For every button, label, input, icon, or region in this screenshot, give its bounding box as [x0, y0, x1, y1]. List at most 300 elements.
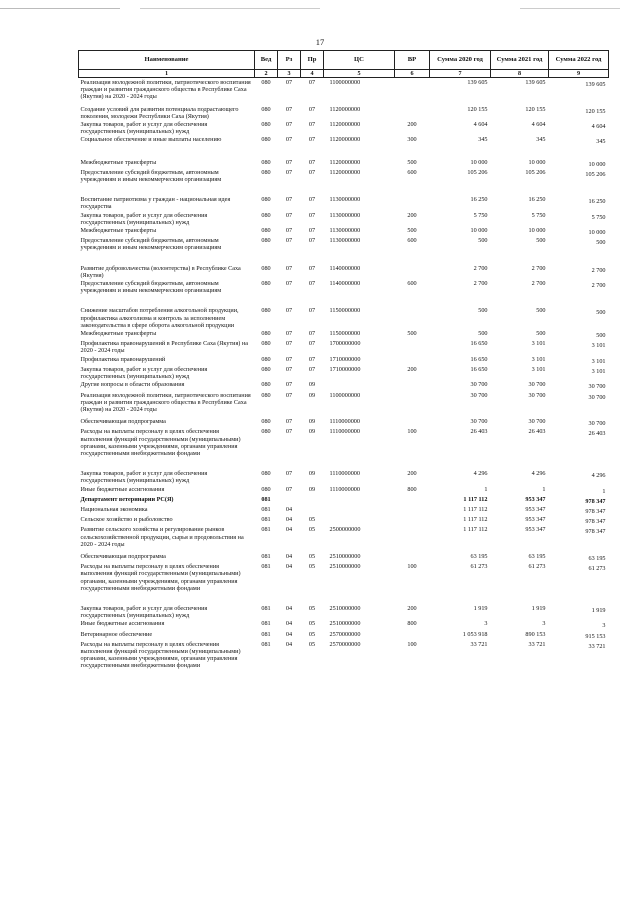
cs-cell: 1100000000 [329, 391, 361, 399]
cs-cell: 1130000000 [329, 196, 361, 204]
vr-cell [395, 413, 430, 427]
sum-2022-cell: 30 700 [588, 383, 606, 391]
name-cell: Расходы на выплаты персоналу в целях обеспечения выполнения функций государственными (муниципальными) органами, казенными учреждениями, органами управления государственными внебюджетными фондами [80, 640, 241, 670]
pr-cell: 07 [308, 105, 316, 113]
cs-cell: 1110000000 [329, 428, 360, 436]
ved-cell: 080 [261, 136, 271, 144]
cs-cell: 1140000000 [329, 264, 361, 272]
table-row [79, 101, 609, 120]
sum-2022-cell: 5 750 [591, 213, 606, 221]
vr-cell [395, 355, 430, 365]
rz-cell: 07 [285, 365, 293, 373]
rz-cell: 04 [285, 552, 293, 560]
table-row [79, 78, 609, 101]
sum-2022-cell: 33 721 [588, 642, 606, 650]
sum-2022-cell: 500 [596, 239, 606, 247]
table-row [79, 391, 609, 414]
header-cell: Рз [278, 51, 301, 70]
rz-cell: 04 [285, 620, 293, 628]
vr-cell [395, 252, 430, 279]
sum-2021-cell: 30 700 [528, 418, 546, 426]
cs-cell: 1130000000 [329, 227, 361, 235]
cs-cell: 1110000000 [329, 418, 360, 426]
column-number: 8 [491, 70, 549, 78]
sum-2020-cell: 1 919 [473, 604, 488, 612]
table-row [79, 339, 609, 354]
name-cell: Иные бюджетные ассигнования [80, 620, 165, 628]
rz-cell: 07 [285, 391, 293, 399]
sum-2021-cell: 890 153 [525, 630, 546, 638]
sum-2020-cell: 120 155 [467, 105, 488, 113]
name-cell: Закупка товаров, работ и услуг для обеспечения государственных (муниципальных) нужд [80, 121, 208, 136]
sum-2021-cell: 3 101 [531, 365, 546, 373]
vr-cell: 600 [407, 168, 417, 176]
rz-cell: 07 [285, 330, 293, 338]
name-cell: Межбюджетные трансферты [80, 330, 157, 338]
sum-2022-cell: 10 000 [588, 160, 606, 168]
sum-2020-cell: 500 [478, 330, 488, 338]
name-cell: Обеспечивающая подпрограмма [80, 552, 166, 560]
rz-cell: 07 [285, 158, 293, 166]
table-row [79, 236, 609, 251]
table-row [79, 183, 609, 210]
pr-cell: 05 [308, 516, 316, 524]
sum-2022-cell: 915 153 [585, 632, 606, 640]
column-number: 1 [79, 70, 255, 78]
pr-cell: 05 [308, 604, 316, 612]
cs-cell: 2510000000 [329, 620, 361, 628]
table-row [79, 146, 609, 168]
sum-2020-cell: 3 [484, 620, 488, 628]
vr-cell [395, 294, 430, 329]
sum-2022-cell: 978 347 [585, 518, 606, 526]
name-cell: Снижение масштабов потребления алкогольной продукции, профилактика алкоголизма и контроль за исполнением законодательства в сфере оборота алкогольной продукции [80, 307, 239, 329]
sum-2021-cell: 953 347 [525, 495, 546, 503]
pr-cell: 07 [308, 158, 316, 166]
header-cell: Вед [255, 51, 278, 70]
pr-cell: 09 [308, 485, 316, 493]
ved-cell: 080 [261, 470, 271, 478]
sum-2021-cell: 500 [536, 237, 546, 245]
pr-cell: 07 [308, 237, 316, 245]
cs-cell: 1120000000 [329, 168, 361, 176]
vr-cell [395, 525, 430, 548]
table-row [79, 619, 609, 629]
pr-cell: 07 [308, 340, 316, 348]
rz-cell: 07 [285, 470, 293, 478]
rz-cell [278, 495, 301, 505]
rz-cell: 07 [285, 428, 293, 436]
sum-2022-cell: 500 [596, 332, 606, 340]
pr-cell: 07 [308, 330, 316, 338]
cs-cell: 1120000000 [329, 105, 361, 113]
cs-cell: 2510000000 [329, 604, 361, 612]
name-cell: Департамент ветеринарии РС(Я) [80, 495, 174, 503]
rz-cell: 07 [285, 280, 293, 288]
sum-2020-cell: 139 605 [467, 79, 488, 86]
sum-2022-cell: 30 700 [588, 393, 606, 401]
vr-cell [395, 630, 430, 640]
vr-cell: 800 [407, 620, 417, 628]
sum-2020-cell: 2 700 [473, 264, 488, 272]
sum-2021-cell: 1 [542, 485, 546, 493]
table-row [79, 365, 609, 380]
sum-2022-cell: 61 273 [588, 565, 606, 573]
sum-2021-cell: 105 206 [525, 168, 546, 176]
pr-cell: 07 [308, 121, 316, 129]
table-row [79, 630, 609, 640]
cs-cell: 2510000000 [329, 552, 361, 560]
rz-cell: 07 [285, 307, 293, 315]
table-row [79, 211, 609, 226]
sum-2022-cell: 30 700 [588, 420, 606, 428]
vr-cell: 300 [407, 136, 417, 144]
table-row [79, 135, 609, 145]
ved-cell: 081 [261, 563, 271, 571]
sum-2020-cell: 26 403 [470, 428, 488, 436]
name-cell: Обеспечивающая подпрограмма [80, 418, 166, 426]
ved-cell: 080 [261, 237, 271, 245]
sum-2021-cell: 4 604 [531, 121, 546, 129]
vr-cell: 200 [407, 470, 417, 478]
cs-cell: 1110000000 [329, 470, 360, 478]
sum-2022-cell: 3 101 [591, 367, 606, 375]
table-row [79, 226, 609, 236]
sum-2022-cell: 26 403 [588, 430, 606, 438]
pr-cell: 07 [308, 264, 316, 272]
table-row [79, 562, 609, 592]
rz-cell: 07 [285, 196, 293, 204]
rz-cell: 07 [285, 418, 293, 426]
cs-cell: 1100000000 [329, 79, 361, 86]
sum-2020-cell: 61 273 [470, 563, 488, 571]
sum-2021-cell: 63 195 [528, 552, 546, 560]
column-number: 5 [324, 70, 395, 78]
name-cell: Ветеринарное обеспечение [80, 630, 153, 638]
ved-cell: 080 [261, 264, 271, 272]
cs-cell: 2500000000 [329, 526, 361, 534]
pr-cell: 09 [308, 381, 316, 389]
rz-cell: 04 [285, 630, 293, 638]
table-row [79, 427, 609, 457]
ved-cell: 080 [261, 391, 271, 399]
pr-cell: 07 [308, 307, 316, 315]
rz-cell: 07 [285, 355, 293, 363]
ved-cell: 081 [261, 552, 271, 560]
sum-2021-cell: 33 721 [528, 640, 546, 648]
table-row [79, 120, 609, 135]
sum-2021-cell: 26 403 [528, 428, 546, 436]
cs-cell: 1710000000 [329, 365, 361, 373]
sum-2021-cell: 1 919 [531, 604, 546, 612]
table-body [79, 78, 609, 670]
rz-cell: 07 [285, 79, 293, 86]
rz-cell: 07 [285, 237, 293, 245]
sum-2022-cell: 3 101 [591, 357, 606, 365]
pr-cell: 07 [308, 227, 316, 235]
ved-cell: 080 [261, 428, 271, 436]
sum-2022-cell: 4 604 [591, 123, 606, 131]
vr-cell [395, 78, 430, 101]
sum-2020-cell: 16 650 [470, 355, 488, 363]
pr-cell: 05 [308, 526, 316, 534]
sum-2021-cell: 2 700 [531, 280, 546, 288]
pr-cell: 05 [308, 552, 316, 560]
rz-cell: 07 [285, 136, 293, 144]
sum-2021-cell: 3 [542, 620, 546, 628]
sum-2021-cell: 953 347 [525, 516, 546, 524]
sum-2020-cell: 16 250 [470, 196, 488, 204]
ved-cell: 080 [261, 340, 271, 348]
name-cell: Межбюджетные трансферты [80, 227, 157, 235]
table-row [79, 495, 609, 505]
sum-2021-cell: 3 101 [531, 340, 546, 348]
sum-2021-cell: 120 155 [525, 105, 546, 113]
name-cell: Иные бюджетные ассигнования [80, 485, 165, 493]
name-cell: Создание условий для развития потенциала подрастающего поколения, молодежи Республики Саха (Якутия) [80, 105, 239, 120]
ved-cell: 080 [261, 365, 271, 373]
cs-cell: 2570000000 [329, 640, 361, 648]
column-number: 6 [395, 70, 430, 78]
cs-cell: 2570000000 [329, 630, 361, 638]
ved-cell: 081 [261, 526, 271, 534]
sum-2020-cell: 2 700 [473, 280, 488, 288]
vr-cell: 200 [407, 365, 417, 373]
rz-cell: 07 [285, 168, 293, 176]
table-row [79, 548, 609, 562]
sum-2022-cell: 139 605 [585, 81, 606, 88]
sum-2020-cell: 30 700 [470, 418, 488, 426]
rz-cell: 07 [285, 340, 293, 348]
sum-2020-cell: 105 206 [467, 168, 488, 176]
vr-cell: 500 [407, 227, 417, 235]
ved-cell: 080 [261, 79, 271, 86]
name-cell: Национальная экономика [80, 505, 148, 513]
sum-2022-cell: 16 250 [588, 198, 606, 206]
ved-cell: 081 [261, 604, 271, 612]
cs-cell: 1120000000 [329, 136, 361, 144]
pr-cell: 09 [308, 428, 316, 436]
sum-2021-cell: 61 273 [528, 563, 546, 571]
vr-cell [395, 183, 430, 210]
name-cell: Воспитание патриотизма у граждан - национальная идея государства [80, 196, 231, 211]
sum-2021-cell: 10 000 [528, 158, 546, 166]
sum-2021-cell: 30 700 [528, 391, 546, 399]
sum-2021-cell: 10 000 [528, 227, 546, 235]
header-cell: Сумма 2021 год [491, 51, 549, 70]
vr-cell [395, 380, 430, 390]
table-row [79, 525, 609, 548]
sum-2020-cell: 1 117 112 [463, 526, 488, 534]
sum-2020-cell: 5 750 [473, 211, 488, 219]
sum-2021-cell: 139 605 [525, 79, 546, 86]
sum-2020-cell: 30 700 [470, 381, 488, 389]
rz-cell: 07 [285, 211, 293, 219]
column-number: 9 [549, 70, 609, 78]
ved-cell: 080 [261, 227, 271, 235]
sum-2020-cell: 500 [478, 307, 488, 315]
cs-cell: 2510000000 [329, 563, 361, 571]
cs-cell: 1130000000 [329, 237, 361, 245]
name-cell: Закупка товаров, работ и услуг для обеспечения государственных (муниципальных) нужд [80, 470, 208, 485]
sum-2020-cell: 1 053 918 [462, 630, 488, 638]
table-row [79, 252, 609, 279]
table-row [79, 592, 609, 619]
table-row [79, 640, 609, 670]
cs-cell [324, 515, 395, 525]
sum-2022-cell: 3 [602, 622, 606, 630]
sum-2022-cell: 120 155 [585, 107, 606, 115]
name-cell: Профилактика правонарушений в Республике Саха (Якутия) на 2020 - 2024 годы [80, 340, 248, 355]
ved-cell: 081 [261, 630, 271, 638]
rz-cell: 07 [285, 105, 293, 113]
vr-cell: 600 [407, 280, 417, 288]
cs-cell: 1130000000 [329, 211, 361, 219]
sum-2020-cell: 4 604 [473, 121, 488, 129]
vr-cell: 200 [407, 604, 417, 612]
rz-cell: 07 [285, 264, 293, 272]
sum-2021-cell: 500 [536, 330, 546, 338]
header-cell: Сумма 2020 год [430, 51, 491, 70]
pr-cell: 05 [308, 563, 316, 571]
cs-cell: 1120000000 [329, 158, 361, 166]
vr-cell [395, 515, 430, 525]
sum-2022-cell: 1 919 [591, 606, 606, 614]
header-cell: ЦС [324, 51, 395, 70]
table-row [79, 485, 609, 495]
table-row [79, 168, 609, 183]
table-row [79, 515, 609, 525]
sum-2020-cell: 1 117 112 [463, 495, 488, 503]
cs-cell: 1140000000 [329, 280, 361, 288]
vr-cell [395, 505, 430, 515]
table-row [79, 294, 609, 329]
name-cell: Развитие сельского хозяйства и регулирование рынков сельскохозяйственной продукции, сырья и продовольствия на 2020 - 2024 годы [80, 526, 244, 548]
cs-cell: 1710000000 [329, 355, 361, 363]
ved-cell: 081 [261, 640, 271, 648]
header-cell: Наименование [79, 51, 255, 70]
table-row [79, 505, 609, 515]
pr-cell: 07 [308, 168, 316, 176]
sum-2020-cell: 33 721 [470, 640, 488, 648]
pr-cell: 07 [308, 365, 316, 373]
sum-2022-cell: 105 206 [585, 170, 606, 178]
header-cell: ВР [395, 51, 430, 70]
name-cell: Реализация молодежной политики, патриотического воспитания граждан и развития гражданского общества в Республике Саха (Якутия) на 2020 - 2024 годы [80, 79, 251, 101]
name-cell: Расходы на выплаты персоналу в целях обеспечения выполнения функций государственными (муниципальными) органами, казенными учреждениями, органами управления государственными внебюджетными фондами [80, 563, 241, 592]
sum-2021-cell: 953 347 [525, 526, 546, 534]
sum-2021-cell: 5 750 [531, 211, 546, 219]
header-cell: Пр [301, 51, 324, 70]
vr-cell: 500 [407, 330, 417, 338]
name-cell: Профилактика правонарушений [80, 355, 166, 363]
rz-cell: 04 [285, 505, 293, 513]
vr-cell [395, 548, 430, 562]
table-row [79, 380, 609, 390]
rz-cell: 04 [285, 526, 293, 534]
sum-2020-cell: 500 [478, 237, 488, 245]
name-cell: Закупка товаров, работ и услуг для обеспечения государственных (муниципальных) нужд [80, 211, 208, 226]
vr-cell: 800 [407, 485, 417, 493]
column-number: 3 [278, 70, 301, 78]
table-row [79, 413, 609, 427]
column-number: 2 [255, 70, 278, 78]
sum-2021-cell: 3 101 [531, 355, 546, 363]
sum-2022-cell: 500 [596, 309, 606, 317]
sum-2022-cell: 1 [602, 487, 606, 495]
ved-cell: 081 [261, 495, 271, 503]
column-number: 4 [301, 70, 324, 78]
ved-cell: 080 [261, 307, 271, 315]
vr-cell [395, 101, 430, 120]
rz-cell: 07 [285, 381, 293, 389]
pr-cell [301, 505, 324, 515]
pr-cell: 09 [308, 470, 316, 478]
ved-cell: 080 [261, 158, 271, 166]
sum-2022-cell: 978 347 [585, 507, 606, 515]
cs-cell: 1150000000 [329, 330, 361, 338]
sum-2022-cell: 10 000 [588, 229, 606, 237]
name-cell: Предоставление субсидий бюджетным, автономным учреждениям и иным некоммерческим организациям [80, 168, 222, 184]
cs-cell: 1120000000 [329, 121, 361, 129]
sum-2020-cell: 1 [484, 485, 488, 493]
rz-cell: 07 [285, 485, 293, 493]
pr-cell: 09 [308, 391, 316, 399]
vr-cell [395, 391, 430, 414]
ved-cell: 080 [261, 355, 271, 363]
ved-cell: 080 [261, 196, 271, 204]
pr-cell: 07 [308, 280, 316, 288]
pr-cell: 05 [308, 640, 316, 648]
sum-2020-cell: 16 650 [470, 365, 488, 373]
rz-cell: 04 [285, 604, 293, 612]
sum-2022-cell: 3 101 [591, 342, 606, 350]
table-header-row [79, 51, 609, 70]
sum-2021-cell: 4 296 [531, 470, 546, 478]
budget-table [78, 50, 609, 670]
vr-cell [395, 339, 430, 354]
name-cell: Расходы на выплаты персоналу в целях обеспечения выполнения функций государственными (муниципальными) органами, казенными учреждениями, органами управления государственными внебюджетными фондами [80, 428, 241, 457]
ved-cell: 080 [261, 381, 271, 389]
ved-cell: 080 [261, 121, 271, 129]
pr-cell: 05 [308, 620, 316, 628]
sum-2022-cell: 4 296 [591, 472, 606, 480]
name-cell: Реализация молодежной политики, патриотического воспитания граждан и развития гражданского общества в Республике Саха (Якутия) на 2020 - 2024 годы [80, 391, 251, 413]
pr-cell: 07 [308, 211, 316, 219]
cs-cell: 1700000000 [329, 340, 361, 348]
name-cell: Социальное обеспечение и иные выплаты населению [80, 136, 222, 144]
table-row [79, 355, 609, 365]
vr-cell [395, 495, 430, 505]
header-cell: Сумма 2022 год [549, 51, 609, 70]
sum-2021-cell: 345 [536, 136, 546, 144]
vr-cell: 600 [407, 237, 417, 245]
table-row [79, 279, 609, 294]
table-row [79, 457, 609, 484]
pr-cell: 09 [308, 418, 316, 426]
vr-cell: 200 [407, 211, 417, 219]
sum-2020-cell: 63 195 [470, 552, 488, 560]
ved-cell: 080 [261, 105, 271, 113]
pr-cell: 07 [308, 79, 316, 86]
sum-2022-cell: 345 [596, 138, 606, 146]
pr-cell: 07 [308, 136, 316, 144]
name-cell: Развитие добровольчества (волонтерства) в Республике Саха (Якутия) [80, 264, 241, 279]
ved-cell: 080 [261, 418, 271, 426]
ved-cell: 080 [261, 280, 271, 288]
vr-cell: 500 [407, 158, 417, 166]
rz-cell: 04 [285, 563, 293, 571]
